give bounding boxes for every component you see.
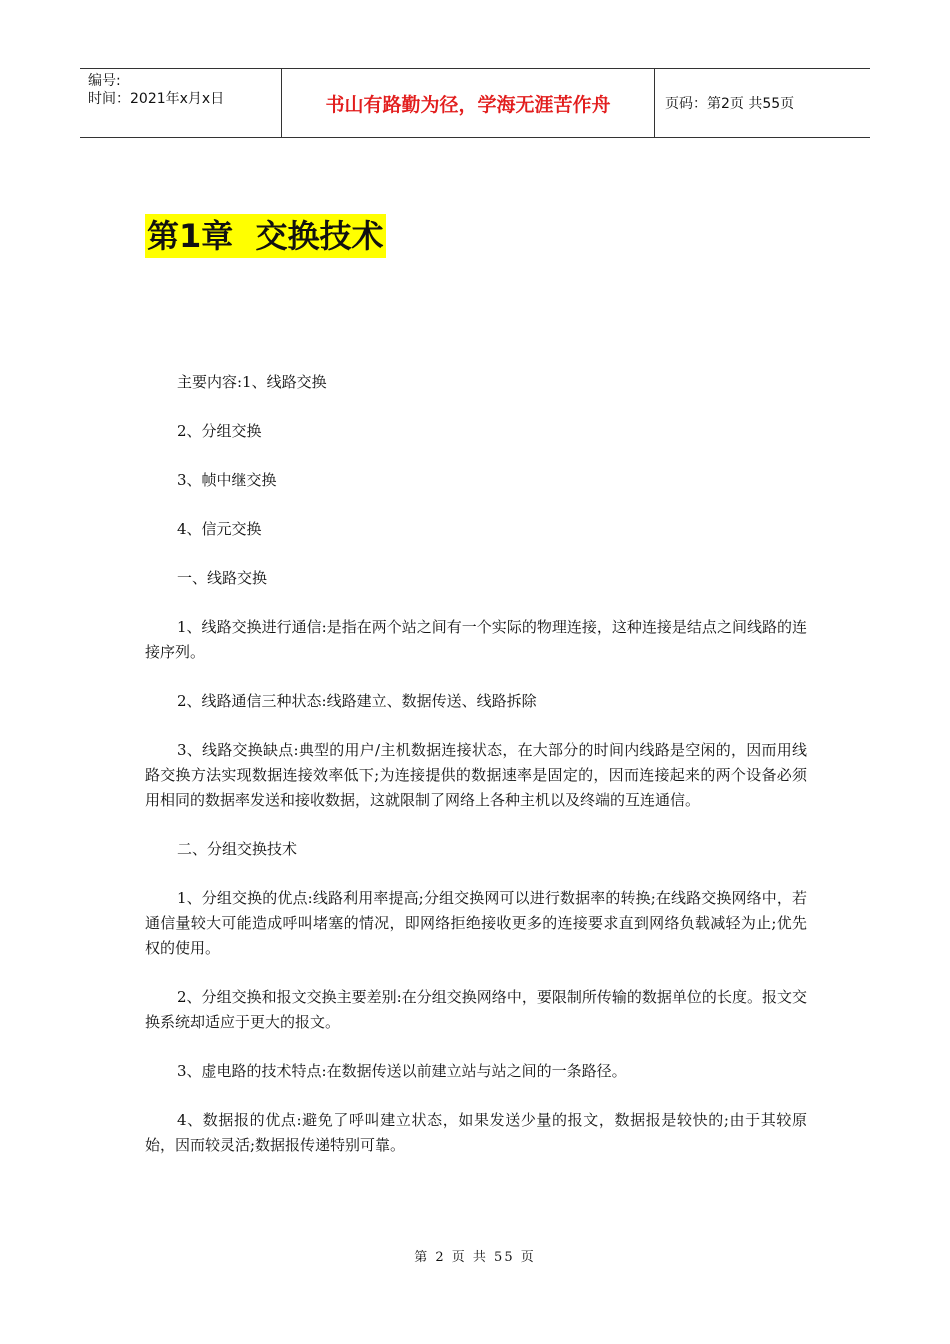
paragraph: 3、线路交换缺点:典型的用户/主机数据连接状态，在大部分的时间内线路是空闲的，因而用线路交换方法实现数据连接效率低下;为连接提供的数据速率是固定的，因而连接起来的两个设备必须用相同的数据率发送和接收数据，这就限制了网络上各种主机以及终端的互连通信。 [145, 741, 807, 809]
paragraph: 4、信元交换 [177, 520, 262, 538]
header-page-info: 页码：第2页 共55页 [665, 96, 795, 112]
chapter-title: 第1章 交换技术 [145, 214, 386, 258]
paragraph: 3、帧中继交换 [177, 471, 277, 489]
paragraph: 1、分组交换的优点:线路利用率提高;分组交换网可以进行数据率的转换;在线路交换网络中，若通信量较大可能造成呼叫堵塞的情况，即网络拒绝接收更多的连接要求直到网络负载减轻为止;优先权的使用。 [145, 889, 807, 957]
page-footer: 第 2 页 共 55 页 [414, 1250, 536, 1265]
document-body [145, 370, 807, 1182]
paragraph: 主要内容:1、线路交换 [177, 373, 327, 391]
paragraph: 2、线路通信三种状态:线路建立、数据传送、线路拆除 [177, 692, 537, 710]
header-motto: 书山有路勤为径，学海无涯苦作舟 [282, 69, 655, 137]
document-time-label: 时间：2021年x月x日 [88, 91, 225, 107]
paragraph: 1、线路交换进行通信:是指在两个站之间有一个实际的物理连接，这种连接是结点之间线路的连接序列。 [145, 618, 807, 661]
paragraph: 4、数据报的优点:避免了呼叫建立状态，如果发送少量的报文，数据报是较快的;由于其较原始，因而较灵活;数据报传递特别可靠。 [145, 1111, 807, 1154]
document-header [80, 68, 870, 138]
section-heading: 二、分组交换技术 [177, 840, 298, 858]
document-number-label: 编号: [88, 73, 121, 89]
paragraph: 2、分组交换 [177, 422, 262, 440]
paragraph: 3、虚电路的技术特点:在数据传送以前建立站与站之间的一条路径。 [177, 1062, 627, 1080]
header-meta-cell [80, 69, 282, 137]
paragraph: 2、分组交换和报文交换主要差别:在分组交换网络中，要限制所传输的数据单位的长度。报文交换系统却适应于更大的报文。 [145, 988, 807, 1031]
section-heading: 一、线路交换 [177, 569, 268, 587]
